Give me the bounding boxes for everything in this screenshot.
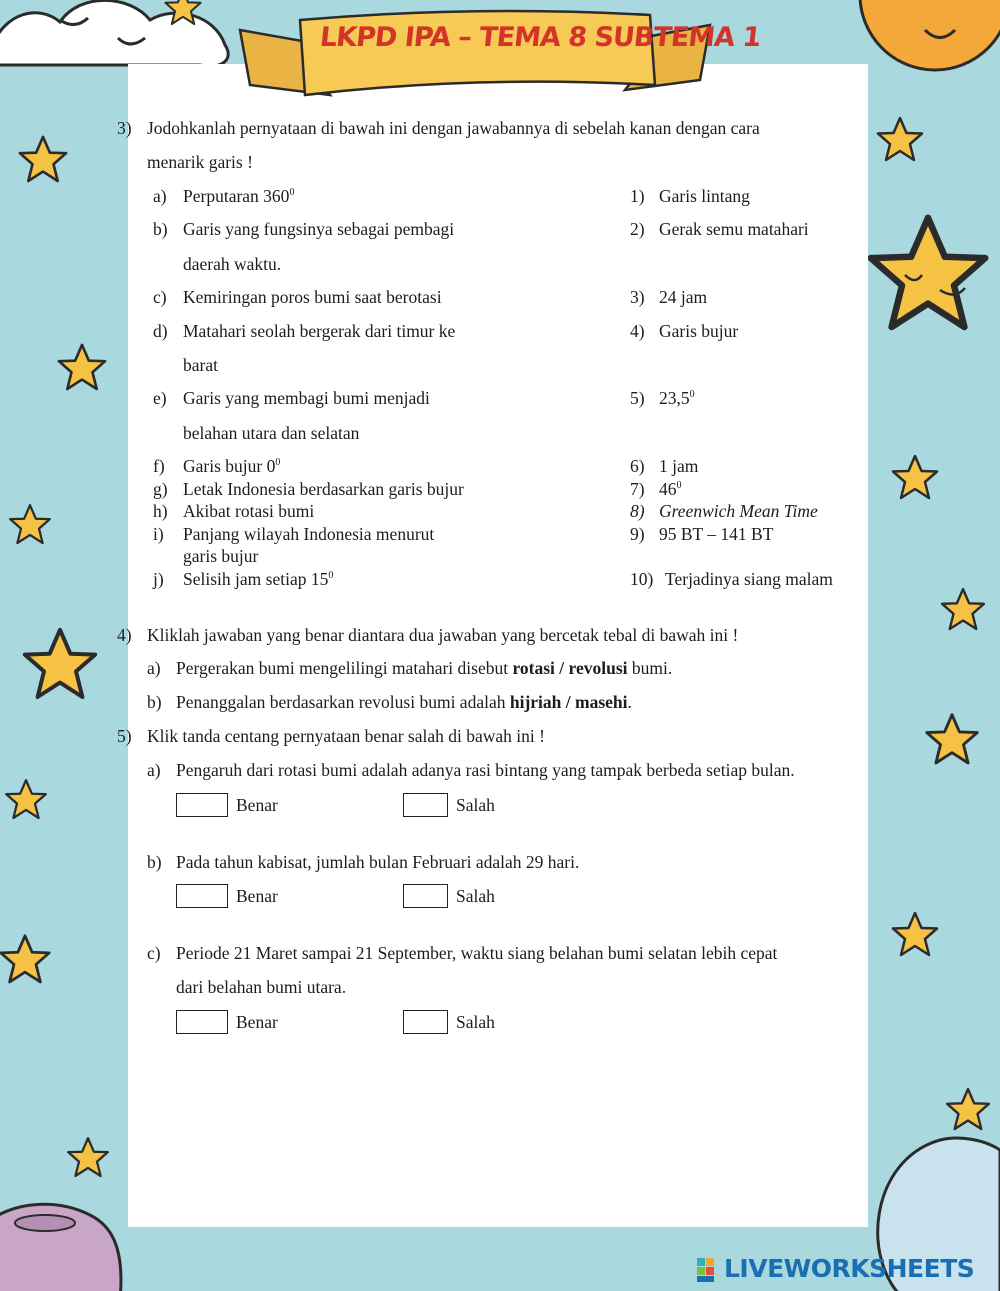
match-right-item[interactable]: $46^0$ [659,479,682,499]
item-letter: b) [147,692,162,712]
match-right-item[interactable]: 95 BT – 141 BT [659,524,774,544]
choice-sentence-a: Pergerakan bumi mengelilingi matahari disebut rotasi / revolusi bumi. [176,658,673,678]
benar-label: Benar [236,795,278,815]
purple-cloud-icon [0,1204,121,1291]
item-letter: e) [153,388,167,408]
salah-label: Salah [456,886,495,906]
match-right-item[interactable]: Terjadinya siang malam [665,569,833,589]
match-left-item[interactable]: Kemiringan poros bumi saat berotasi [183,287,442,307]
item-number: 6) [630,456,645,476]
statement-a: Pengaruh dari rotasi bumi adalah adanya rasi bintang yang tampak berbeda setiap bulan. [176,760,795,780]
item-number: 1) [630,186,645,206]
item-letter: j) [153,569,164,589]
salah-checkbox-a[interactable] [403,793,448,817]
match-right-item[interactable]: 24 jam [659,287,708,307]
match-right-item[interactable]: Garis bujur [659,321,739,341]
item-letter: h) [153,501,168,521]
question-instruction: Jodohkanlah pernyataan di bawah ini dengan jawabannya di sebelah kanan dengan cara [147,118,760,138]
match-right-item[interactable]: Greenwich Mean Time [659,501,818,521]
item-letter: a) [147,658,161,678]
item-number: 10) [630,569,654,589]
statement-c-cont: dari belahan bumi utara. [176,977,347,997]
choice-hijriah[interactable]: hijriah [509,692,562,712]
match-right-item[interactable]: 1 jam [659,456,699,476]
match-left-item[interactable]: Selisih jam setiap $15^0$ [183,569,334,589]
match-right-item[interactable]: Gerak semu matahari [659,219,809,239]
salah-label: Salah [456,795,495,815]
item-number: 3) [630,287,645,307]
benar-checkbox-b[interactable] [176,884,228,908]
choice-sentence-b: Penanggalan berdasarkan revolusi bumi adalah hijriah / masehi. [176,692,632,712]
question-instruction: menarik garis ! [147,152,253,172]
choice-rotasi[interactable]: rotasi [512,658,555,678]
choice-masehi[interactable]: masehi [575,692,628,712]
match-left-item[interactable]: Akibat rotasi bumi [183,501,315,521]
item-letter: f) [153,456,165,476]
match-right-item[interactable]: 23,5$^0$ [659,388,695,408]
match-left-item-cont: garis bujur [183,546,259,566]
match-left-item-cont: barat [183,355,218,375]
brand-label[interactable]: LIVEWORKSHEETS [724,1254,975,1283]
item-letter: i) [153,524,164,544]
match-left-item[interactable]: Matahari seolah bergerak dari timur ke [183,321,456,341]
question-instruction: Klik tanda centang pernyataan benar salah di bawah ini ! [147,726,545,746]
question-number: 4) [117,625,132,645]
match-left-item[interactable]: Garis bujur $0^0$ [183,456,281,476]
item-letter: b) [147,852,162,872]
match-left-item[interactable]: Garis yang fungsinya sebagai pembagi [183,219,455,239]
match-left-item[interactable]: Garis yang membagi bumi menjadi [183,388,430,408]
item-letter: a) [147,760,161,780]
benar-checkbox-a[interactable] [176,793,228,817]
item-letter: c) [153,287,167,307]
benar-checkbox-c[interactable] [176,1010,228,1034]
cloud-icon [0,0,228,66]
benar-label: Benar [236,1012,278,1032]
item-number: 4) [630,321,645,341]
statement-c: Periode 21 Maret sampai 21 September, waktu siang belahan bumi selatan lebih cepat [176,943,778,963]
item-letter: d) [153,321,168,341]
match-left-item-cont: daerah waktu. [183,254,282,274]
item-number: 2) [630,219,645,239]
match-left-item[interactable]: Panjang wilayah Indonesia menurut [183,524,435,544]
match-left-item-cont: belahan utara dan selatan [183,423,360,443]
item-number: 5) [630,388,645,408]
question-instruction: Kliklah jawaban yang benar diantara dua jawaban yang bercetak tebal di bawah ini ! [147,625,739,645]
question-number: 5) [117,726,132,746]
title-banner [230,0,762,110]
choice-revolusi[interactable]: revolusi [568,658,628,678]
item-letter: g) [153,479,168,499]
page-title: LKPD IPA – TEMA 8 SUBTEMA 1 [318,22,762,53]
liveworksheets-logo-icon [697,1258,723,1282]
match-left-item[interactable]: Perputaran $360^0$ [183,186,295,206]
salah-checkbox-c[interactable] [403,1010,448,1034]
salah-checkbox-b[interactable] [403,884,448,908]
statement-b: Pada tahun kabisat, jumlah bulan Februari adalah 29 hari. [176,852,580,872]
item-letter: c) [147,943,161,963]
match-right-item[interactable]: Garis lintang [659,186,750,206]
item-letter: b) [153,219,168,239]
item-number: 7) [630,479,645,499]
match-left-item[interactable]: Letak Indonesia berdasarkan garis bujur [183,479,464,499]
benar-label: Benar [236,886,278,906]
salah-label: Salah [456,1012,495,1032]
item-number: 9) [630,524,645,544]
question-number: 3) [117,118,132,138]
item-letter: a) [153,186,167,206]
sun-icon [860,0,1000,70]
item-number: 8) [630,501,645,521]
